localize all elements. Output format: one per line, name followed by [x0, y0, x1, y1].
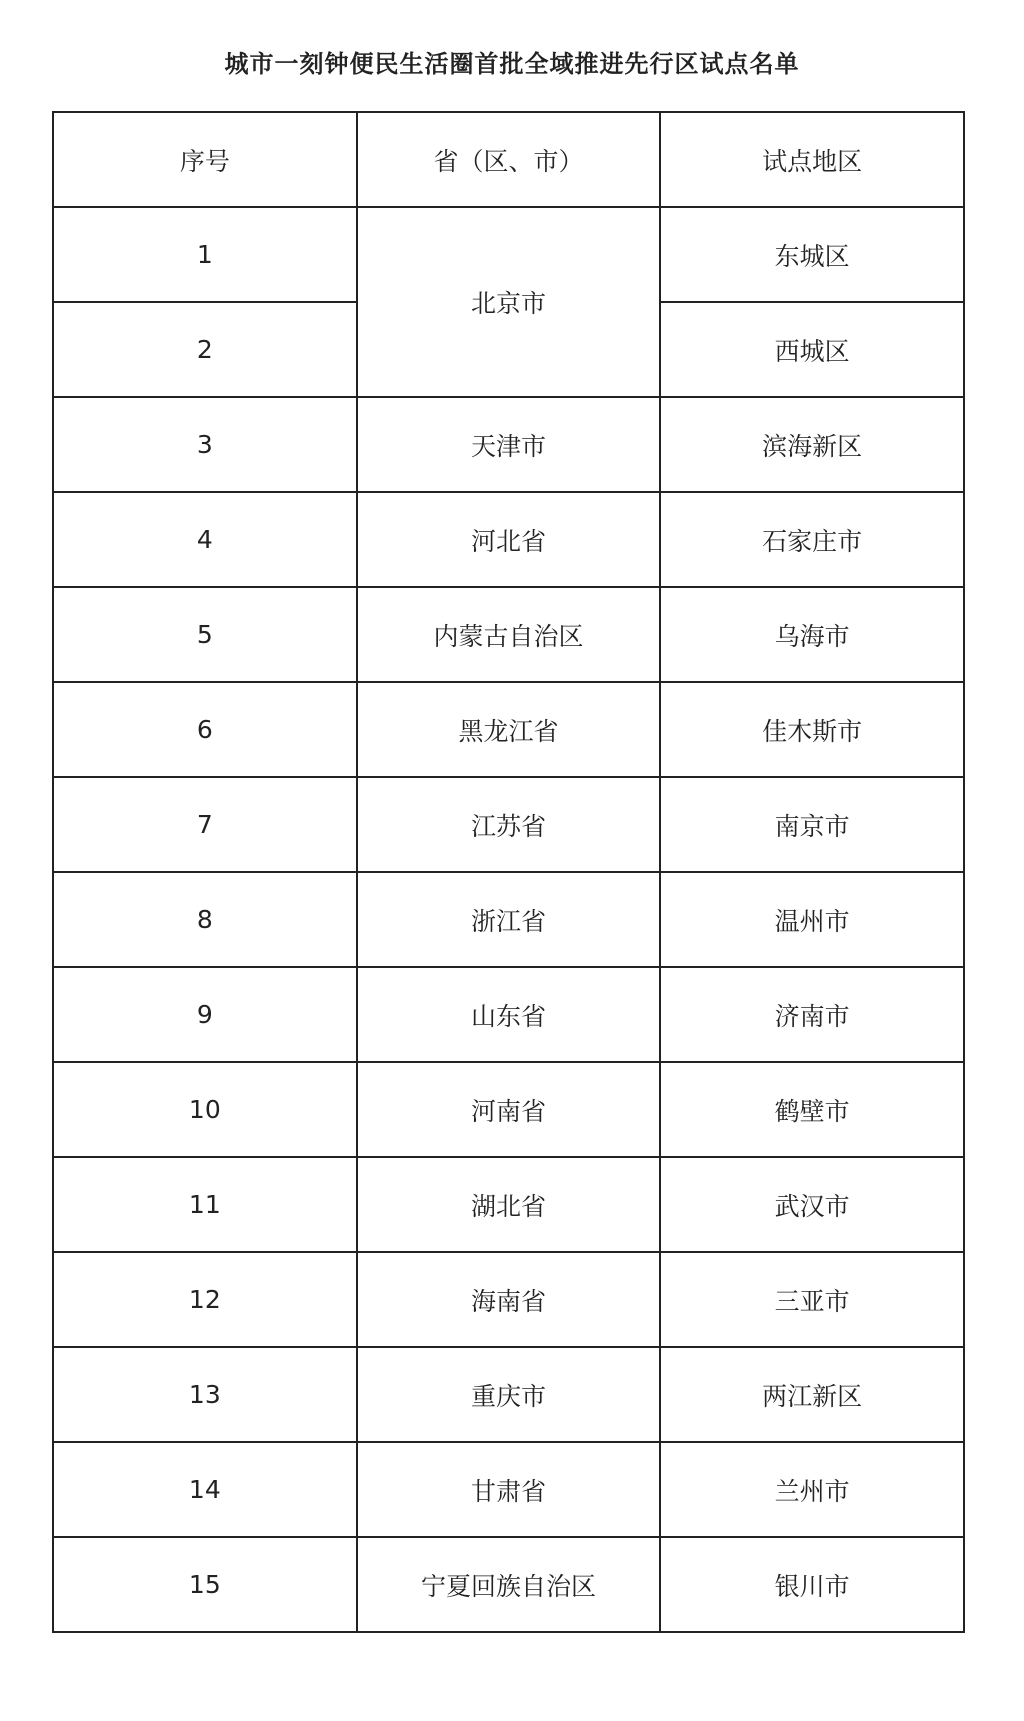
document-title: 城市一刻钟便民生活圈首批全域推进先行区试点名单 — [224, 50, 800, 78]
cell-province: 天津市 — [357, 397, 661, 492]
cell-serial: 5 — [53, 587, 357, 682]
cell-serial: 1 — [53, 207, 357, 302]
table-row — [53, 1442, 964, 1537]
cell-area: 石家庄市 — [660, 492, 964, 587]
cell-province: 河北省 — [357, 492, 661, 587]
cell-area: 东城区 — [660, 207, 964, 302]
cell-province: 湖北省 — [357, 1157, 661, 1252]
table-row — [53, 492, 964, 587]
table-row — [53, 1252, 964, 1347]
cell-serial: 9 — [53, 967, 357, 1062]
cell-province: 黑龙江省 — [357, 682, 661, 777]
cell-serial: 12 — [53, 1252, 357, 1347]
table-row — [53, 1062, 964, 1157]
cell-serial: 14 — [53, 1442, 357, 1537]
cell-area: 三亚市 — [660, 1252, 964, 1347]
cell-province: 北京市 — [357, 207, 661, 397]
cell-serial: 4 — [53, 492, 357, 587]
cell-area: 两江新区 — [660, 1347, 964, 1442]
table-row — [53, 1347, 964, 1442]
table-row — [53, 397, 964, 492]
cell-serial: 6 — [53, 682, 357, 777]
cell-area: 西城区 — [660, 302, 964, 397]
cell-serial: 3 — [53, 397, 357, 492]
table-row — [53, 777, 964, 872]
pilot-list-table — [52, 111, 965, 1633]
cell-area: 武汉市 — [660, 1157, 964, 1252]
cell-area: 佳木斯市 — [660, 682, 964, 777]
cell-area: 南京市 — [660, 777, 964, 872]
table-row — [53, 682, 964, 777]
cell-province: 重庆市 — [357, 1347, 661, 1442]
cell-serial: 10 — [53, 1062, 357, 1157]
table-row — [53, 207, 964, 302]
cell-province: 海南省 — [357, 1252, 661, 1347]
cell-province: 江苏省 — [357, 777, 661, 872]
cell-serial: 11 — [53, 1157, 357, 1252]
table-row — [53, 872, 964, 967]
table-row — [53, 967, 964, 1062]
cell-area: 温州市 — [660, 872, 964, 967]
header-area: 试点地区 — [660, 112, 964, 207]
table-row — [53, 1537, 964, 1632]
table-header-row — [53, 112, 964, 207]
cell-area: 乌海市 — [660, 587, 964, 682]
cell-area: 兰州市 — [660, 1442, 964, 1537]
header-serial: 序号 — [53, 112, 357, 207]
cell-province: 宁夏回族自治区 — [357, 1537, 661, 1632]
cell-province: 内蒙古自治区 — [357, 587, 661, 682]
cell-area: 滨海新区 — [660, 397, 964, 492]
cell-serial: 15 — [53, 1537, 357, 1632]
table-row — [53, 1157, 964, 1252]
cell-serial: 2 — [53, 302, 357, 397]
cell-province: 山东省 — [357, 967, 661, 1062]
cell-area: 济南市 — [660, 967, 964, 1062]
cell-province: 河南省 — [357, 1062, 661, 1157]
cell-area: 银川市 — [660, 1537, 964, 1632]
table-row — [53, 587, 964, 682]
cell-area: 鹤壁市 — [660, 1062, 964, 1157]
header-province: 省（区、市） — [357, 112, 661, 207]
cell-province: 浙江省 — [357, 872, 661, 967]
cell-province: 甘肃省 — [357, 1442, 661, 1537]
cell-serial: 13 — [53, 1347, 357, 1442]
cell-serial: 8 — [53, 872, 357, 967]
cell-serial: 7 — [53, 777, 357, 872]
